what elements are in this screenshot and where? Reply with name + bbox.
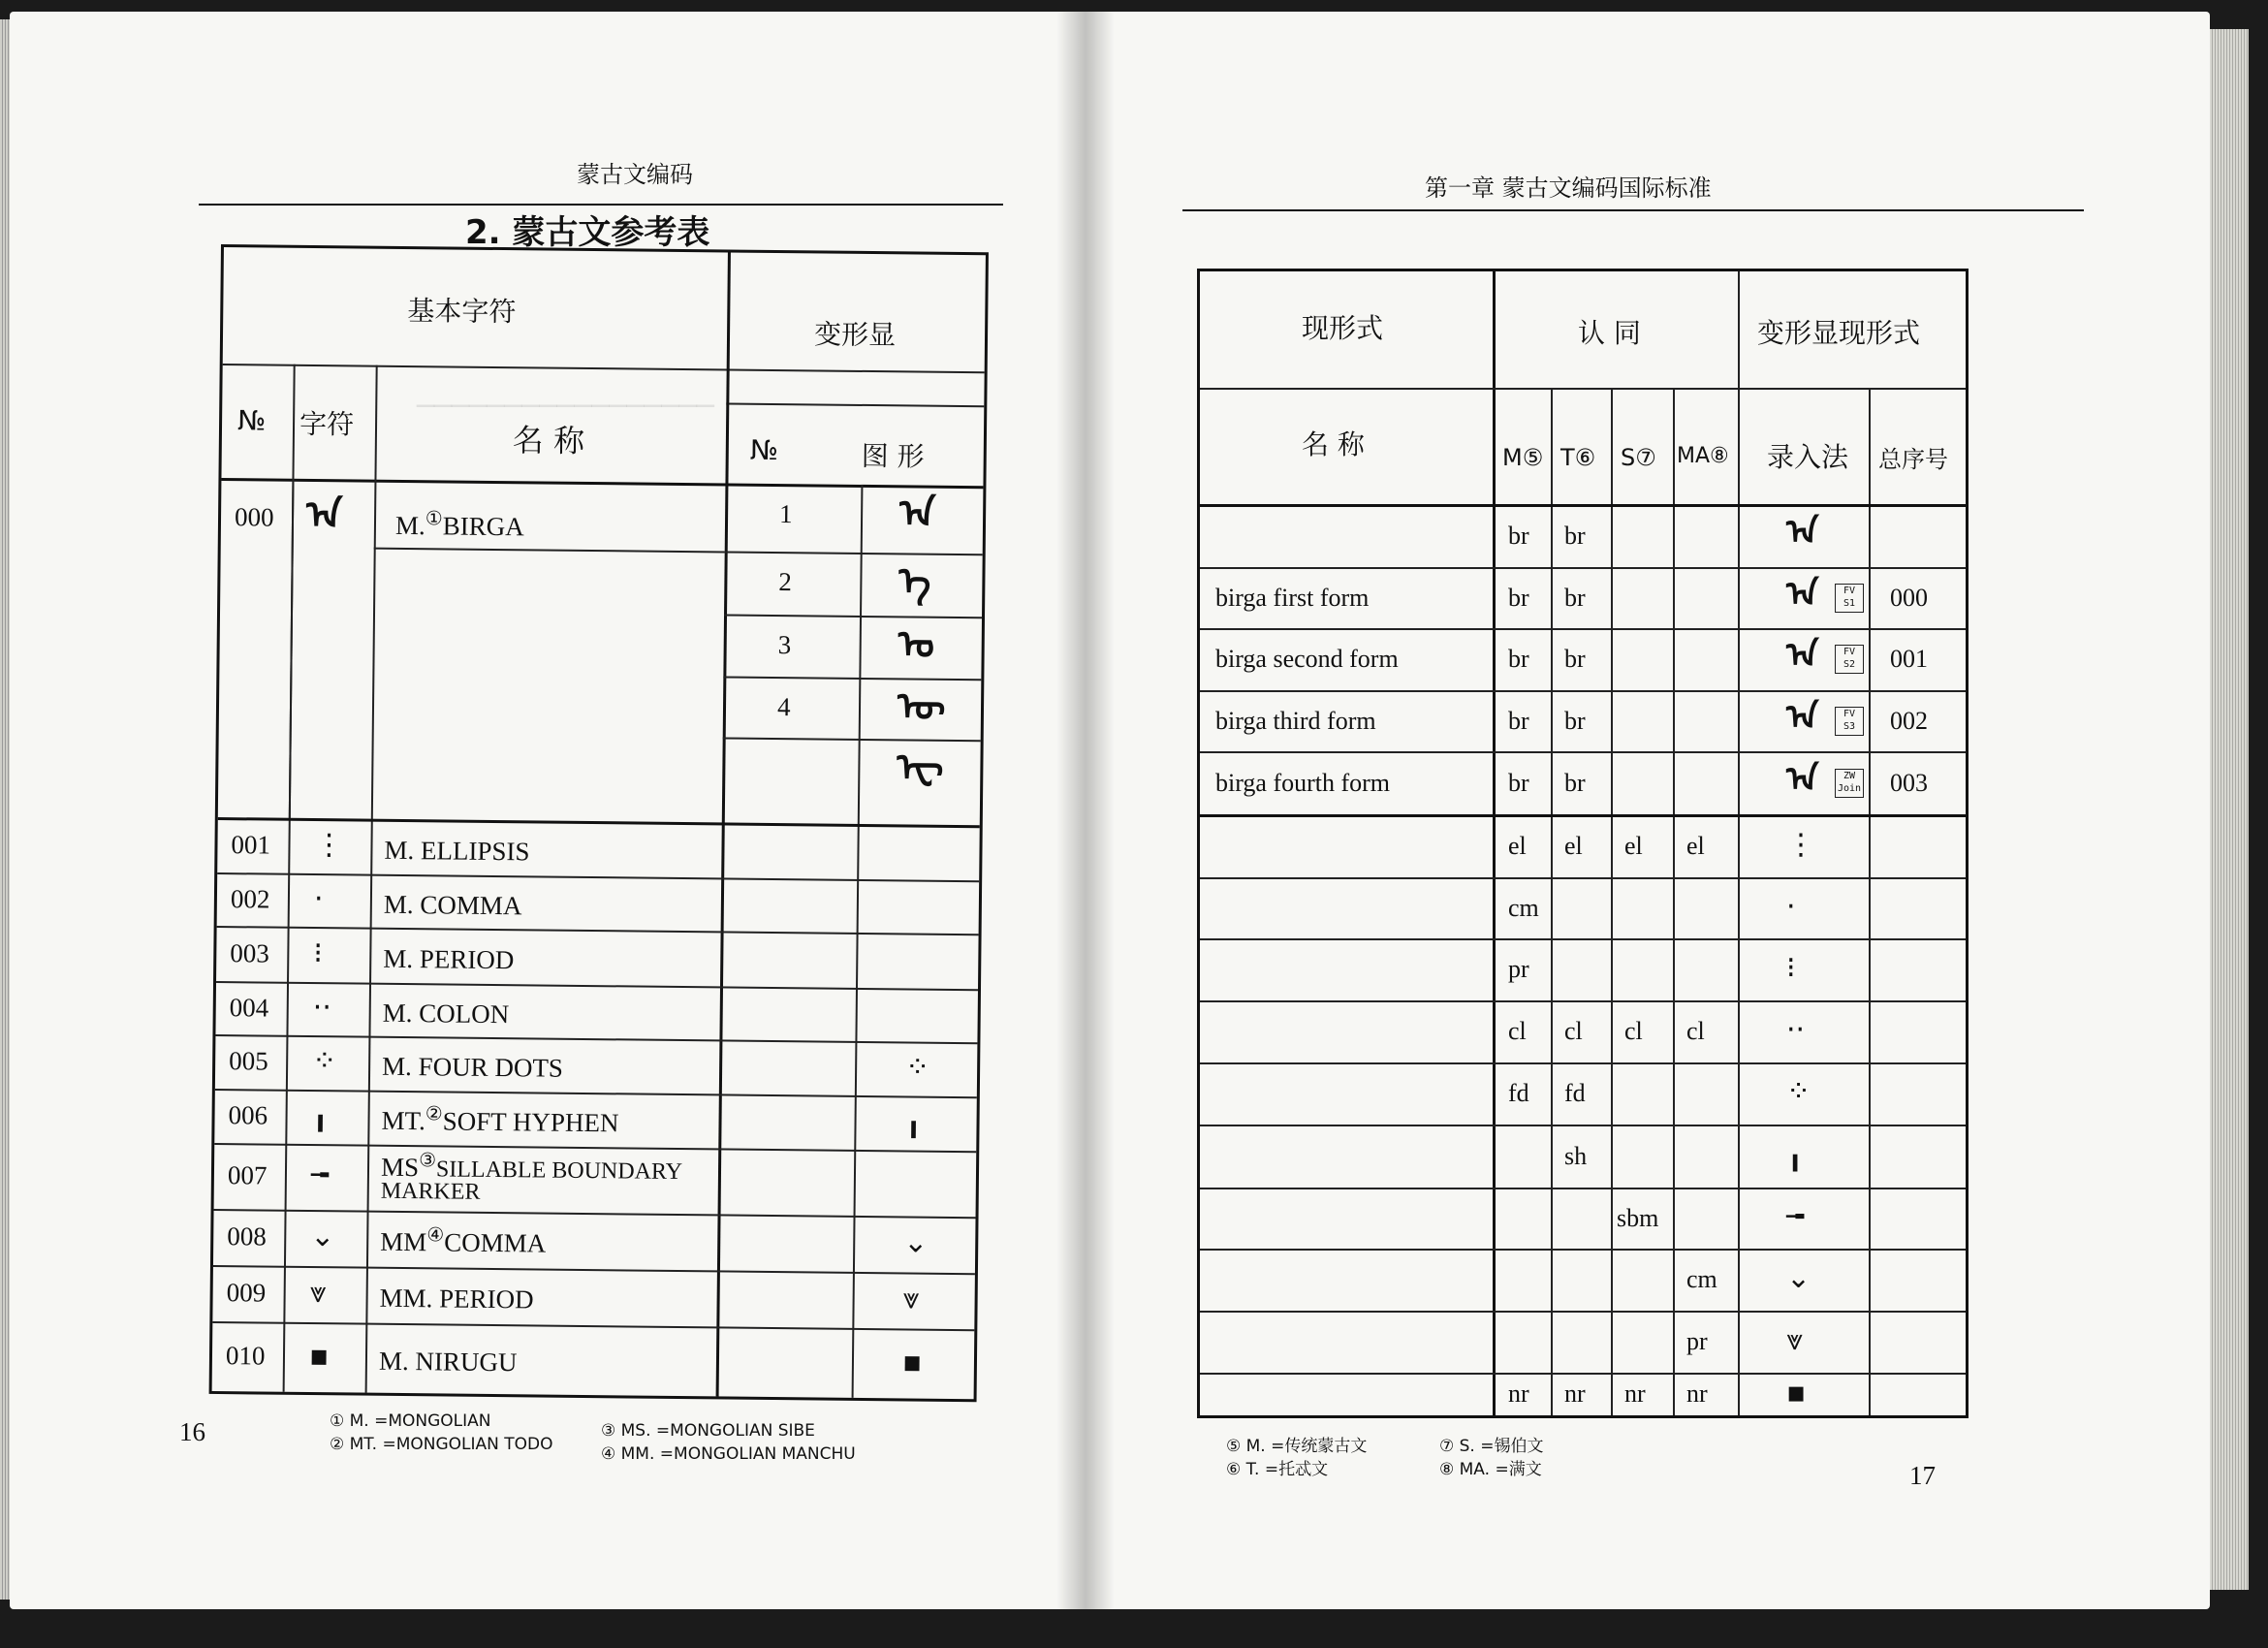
- variant-no: 2: [778, 567, 793, 597]
- cell-t: sh: [1564, 1141, 1588, 1170]
- table-rule: [1551, 388, 1553, 1415]
- name-text: PERIOD: [419, 943, 515, 974]
- cell-t: br: [1564, 521, 1586, 550]
- book-right-edge: [2210, 29, 2249, 1590]
- header-input: 录入法: [1767, 441, 1849, 473]
- input-key-label: FV: [1843, 647, 1856, 657]
- header-ma: MA⑧: [1677, 444, 1729, 468]
- variant-glyph: ⁘: [904, 1050, 930, 1085]
- row-name: [381, 1104, 618, 1137]
- row-code: 003: [230, 937, 270, 968]
- table-rule: [1200, 1373, 1966, 1375]
- table-rule: [723, 737, 981, 742]
- table-rule: [1200, 388, 1966, 390]
- table-rule: [1200, 690, 1966, 692]
- variant-glyph: ᠡ: [898, 558, 931, 605]
- table-rule: [1200, 1188, 1966, 1189]
- input-key-icon: [1835, 584, 1864, 613]
- cell-serial: 003: [1890, 768, 1928, 797]
- name-text: NIRUGU: [415, 1347, 518, 1378]
- row-name: [383, 996, 510, 1027]
- mongolian-glyph: ᠠ: [305, 491, 343, 539]
- cell-s: sbm: [1617, 1203, 1659, 1232]
- variant-glyph: ᠠ: [1786, 696, 1819, 738]
- variant-glyph: ▪: [901, 1345, 923, 1379]
- cell-ma: cl: [1686, 1017, 1705, 1045]
- table-rule: [1200, 504, 1966, 507]
- page-number: 17: [1909, 1461, 1936, 1490]
- punctuation-glyph: ╻: [311, 1098, 330, 1133]
- variant-glyph: ╻: [904, 1104, 923, 1139]
- variant-glyph: ⋮: [1786, 827, 1815, 862]
- table-rule: [215, 1089, 977, 1098]
- footnote: ④ MM. =MONGOLIAN MANCHU: [601, 1444, 856, 1464]
- table-rule: [724, 614, 982, 618]
- row-name-continued: MARKER: [380, 1178, 481, 1205]
- table-rule: [1200, 877, 1966, 879]
- name-text: BIRGA: [442, 511, 524, 542]
- footnote: ⑥ T. =托忒文: [1226, 1460, 1329, 1479]
- row-code: 009: [226, 1278, 267, 1308]
- table-rule: [223, 364, 985, 373]
- variant-glyph: ⁝: [1786, 951, 1796, 985]
- cell-s: el: [1624, 831, 1643, 860]
- table-rule: [217, 872, 979, 882]
- cell-m: br: [1508, 583, 1529, 612]
- cell-t: br: [1564, 706, 1586, 735]
- punctuation-glyph: ╼: [310, 1158, 330, 1193]
- cell-m: cm: [1508, 893, 1539, 922]
- variant-glyph: ⩔: [902, 1282, 920, 1316]
- footnote-mark: ③: [419, 1150, 437, 1172]
- name-prefix: M.: [384, 835, 422, 865]
- name-text: COLON: [419, 998, 510, 1029]
- name-text: PERIOD: [438, 1284, 534, 1315]
- row-code: 005: [229, 1046, 268, 1076]
- table-rule: [374, 548, 725, 554]
- row-name: [379, 1345, 518, 1376]
- row-name: [379, 1282, 533, 1314]
- cell-m: fd: [1508, 1079, 1529, 1107]
- footnote: ③ MS. =MONGOLIAN SIBE: [601, 1421, 815, 1441]
- punctuation-glyph: ·: [313, 881, 324, 916]
- name-prefix: M.: [383, 889, 421, 919]
- input-key-label: FV: [1843, 585, 1856, 596]
- table-rule: [218, 817, 980, 828]
- variant-glyph: ᠦ: [897, 683, 946, 730]
- header-no: №: [236, 404, 267, 437]
- punctuation-glyph: ▪: [308, 1339, 330, 1374]
- header-variant-form: 变形显现形式: [1757, 317, 1921, 349]
- page-number: 16: [179, 1417, 205, 1446]
- input-key-icon: [1835, 645, 1864, 674]
- left-page: [10, 12, 1086, 1609]
- cell-m: br: [1508, 645, 1529, 673]
- table-rule: [1673, 388, 1675, 1415]
- footnote: ⑧ MA. =满文: [1439, 1460, 1542, 1479]
- table-rule: [212, 1321, 974, 1331]
- name-prefix: M.: [394, 510, 425, 541]
- table-rule: [365, 365, 378, 1393]
- footnotes-right-col1: [1226, 1435, 1367, 1481]
- punctuation-glyph: ⩔: [309, 1276, 327, 1311]
- table-rule: [214, 1209, 976, 1219]
- cell-m: nr: [1508, 1379, 1529, 1408]
- punctuation-glyph: ⁘: [311, 1044, 337, 1079]
- cell-m: br: [1508, 706, 1529, 735]
- table-rule: [1200, 814, 1966, 817]
- cell-serial: 000: [1890, 583, 1928, 612]
- footnotes-left-col2: [601, 1419, 856, 1466]
- table-rule: [725, 551, 983, 555]
- cell-t: el: [1564, 831, 1583, 860]
- punctuation-glyph: ⋮: [314, 827, 344, 862]
- table-rule: [1869, 388, 1871, 1415]
- row-name: birga first form: [1215, 583, 1370, 612]
- row-name: birga second form: [1215, 645, 1399, 673]
- input-key-label: ZW: [1843, 770, 1856, 781]
- variant-glyph: ╻: [1786, 1137, 1805, 1172]
- header-variant-no: №: [749, 433, 779, 467]
- cell-ma: nr: [1686, 1379, 1708, 1408]
- variant-no: 1: [778, 499, 793, 529]
- row-code: 000: [234, 502, 274, 532]
- table-rule: [215, 1034, 977, 1044]
- punctuation-glyph: ⁝: [313, 935, 324, 970]
- table-rule: [1200, 1125, 1966, 1126]
- table-rule: [1200, 1249, 1966, 1251]
- header-name: 名 称: [1302, 428, 1365, 460]
- header-name: 名 称: [512, 422, 585, 460]
- cell-t: br: [1564, 645, 1586, 673]
- cell-m: br: [1508, 521, 1529, 550]
- variant-glyph: ᠧ: [897, 745, 944, 791]
- variant-glyph: ᠠ: [1786, 758, 1819, 800]
- table-rule: [213, 1265, 975, 1275]
- table-rule: [214, 1143, 976, 1153]
- running-head: 蒙古文编码: [577, 161, 693, 188]
- input-key-icon: [1835, 707, 1864, 736]
- cell-m: cl: [1508, 1017, 1527, 1045]
- header-present-form: 现形式: [1302, 312, 1384, 344]
- row-name: [383, 941, 514, 972]
- header-rule: [1182, 209, 2084, 211]
- table-rule: [1200, 1311, 1966, 1313]
- cell-t: br: [1564, 583, 1586, 612]
- header-identify: 认 同: [1578, 317, 1641, 349]
- header-serial: 总序号: [1878, 446, 1948, 473]
- header-m: M⑤: [1502, 444, 1544, 471]
- table-rule: [221, 478, 983, 489]
- table-rule: [852, 485, 864, 1398]
- header-basic-char: 基本字符: [407, 295, 517, 329]
- variant-glyph: ··: [1786, 1013, 1806, 1047]
- input-key-label: Join: [1837, 782, 1862, 794]
- cell-s: nr: [1624, 1379, 1646, 1408]
- table-rule: [1200, 1000, 1966, 1002]
- variant-glyph: ⁘: [1786, 1075, 1811, 1109]
- row-code: 008: [227, 1221, 267, 1252]
- cell-ma: pr: [1686, 1327, 1708, 1355]
- cell-m: br: [1508, 768, 1529, 797]
- reference-table: [209, 244, 989, 1402]
- footnote-mark: ④: [426, 1224, 445, 1247]
- row-name: [395, 509, 524, 540]
- table-rule: [1493, 271, 1496, 1415]
- cell-t: fd: [1564, 1079, 1586, 1107]
- footnote: ⑤ M. =传统蒙古文: [1226, 1437, 1368, 1456]
- name-text: ELLIPSIS: [420, 835, 530, 866]
- variant-glyph: ⌄: [903, 1225, 929, 1260]
- name-prefix: MM.: [379, 1283, 440, 1314]
- input-key-label: FV: [1843, 708, 1856, 719]
- variant-glyph: ᠠ: [1786, 635, 1819, 676]
- table-rule: [216, 981, 978, 991]
- name-prefix: M.: [383, 943, 420, 973]
- header-t: T⑥: [1560, 444, 1596, 471]
- row-name: [382, 1050, 563, 1082]
- variant-glyph: ᠣ: [898, 621, 935, 668]
- variant-glyph: ᠠ: [1786, 511, 1819, 553]
- table-rule: [1200, 567, 1966, 569]
- table-rule: [1200, 751, 1966, 753]
- input-key-label: S1: [1843, 597, 1856, 609]
- cell-t: br: [1564, 768, 1586, 797]
- name-text: FOUR DOTS: [418, 1052, 564, 1083]
- row-code: 001: [231, 829, 271, 860]
- table-title: 2. 蒙古文参考表: [465, 213, 710, 252]
- header-s: S⑦: [1621, 444, 1656, 471]
- cell-serial: 001: [1890, 645, 1928, 673]
- input-key-label: S3: [1843, 720, 1856, 732]
- row-name: [380, 1225, 546, 1257]
- row-code: 004: [229, 992, 269, 1023]
- name-prefix: M.: [382, 998, 420, 1028]
- name-prefix: M.: [381, 1051, 419, 1082]
- header-variant: 变形显: [813, 318, 897, 352]
- table-rule: [726, 402, 984, 407]
- table-rule: [1611, 388, 1613, 1415]
- row-name: birga fourth form: [1215, 768, 1391, 797]
- name-text: SILLABLE BOUNDARY: [435, 1157, 683, 1186]
- cell-ma: el: [1686, 831, 1705, 860]
- cell-m: el: [1508, 831, 1527, 860]
- bleed-through-text: ─────────────────: [417, 390, 715, 424]
- cell-m: pr: [1508, 955, 1529, 983]
- footnote: ⑦ S. =锡伯文: [1439, 1437, 1544, 1456]
- footnotes-right-col2: [1439, 1435, 1544, 1481]
- name-text: SOFT HYPHEN: [442, 1106, 619, 1138]
- header-char: 字符: [299, 407, 355, 441]
- punctuation-glyph: ··: [312, 990, 332, 1025]
- header-shape: 图 形: [861, 439, 925, 473]
- table-rule: [1200, 628, 1966, 630]
- table-rule: [1200, 938, 1966, 940]
- variant-glyph: ⩔: [1786, 1323, 1803, 1357]
- cell-s: cl: [1624, 1017, 1643, 1045]
- variant-glyph: ╼: [1786, 1199, 1805, 1234]
- row-code: 002: [230, 883, 270, 914]
- row-code: 007: [227, 1160, 268, 1190]
- row-name: [384, 887, 522, 918]
- cell-t: nr: [1564, 1379, 1586, 1408]
- variant-no: 4: [776, 692, 791, 722]
- footnote-mark: ②: [425, 1103, 443, 1125]
- footnote-mark: ①: [425, 508, 443, 530]
- right-page: [1086, 12, 2210, 1609]
- row-code: 006: [228, 1100, 268, 1130]
- footnote: ① M. =MONGOLIAN: [330, 1411, 491, 1431]
- running-head: 第一章 蒙古文编码国际标准: [1425, 174, 1712, 202]
- row-code: 010: [225, 1341, 266, 1371]
- row-name: birga third form: [1215, 706, 1376, 735]
- table-rule: [723, 676, 981, 681]
- name-text: COMMA: [444, 1227, 547, 1258]
- name-prefix: MM: [380, 1226, 427, 1257]
- table-rule: [289, 479, 295, 818]
- table-rule: [1200, 1062, 1966, 1064]
- cell-t: cl: [1564, 1017, 1583, 1045]
- variant-no: 3: [777, 630, 792, 660]
- variant-glyph: ·: [1786, 889, 1796, 924]
- input-key-label: S2: [1843, 659, 1856, 670]
- punctuation-glyph: ⌄: [310, 1220, 335, 1254]
- name-prefix: MT.: [381, 1105, 425, 1136]
- variant-form-table: [1197, 269, 1969, 1418]
- input-key-icon: [1835, 769, 1864, 798]
- table-rule: [217, 926, 979, 935]
- table-rule: [1738, 271, 1740, 1415]
- name-text: COMMA: [420, 889, 522, 920]
- cell-ma: cm: [1686, 1265, 1717, 1293]
- cell-serial: 002: [1890, 706, 1928, 735]
- name-prefix: MS: [380, 1152, 420, 1183]
- variant-glyph: ▪: [1786, 1376, 1807, 1410]
- variant-glyph: ᠠ: [1786, 573, 1819, 615]
- footnote: ② MT. =MONGOLIAN TODO: [330, 1435, 553, 1454]
- row-name: [384, 833, 529, 865]
- variant-glyph: ᠠ: [898, 491, 936, 537]
- variant-glyph: ⌄: [1786, 1261, 1811, 1295]
- footnotes-left-col1: [330, 1410, 553, 1456]
- name-prefix: M.: [378, 1346, 416, 1377]
